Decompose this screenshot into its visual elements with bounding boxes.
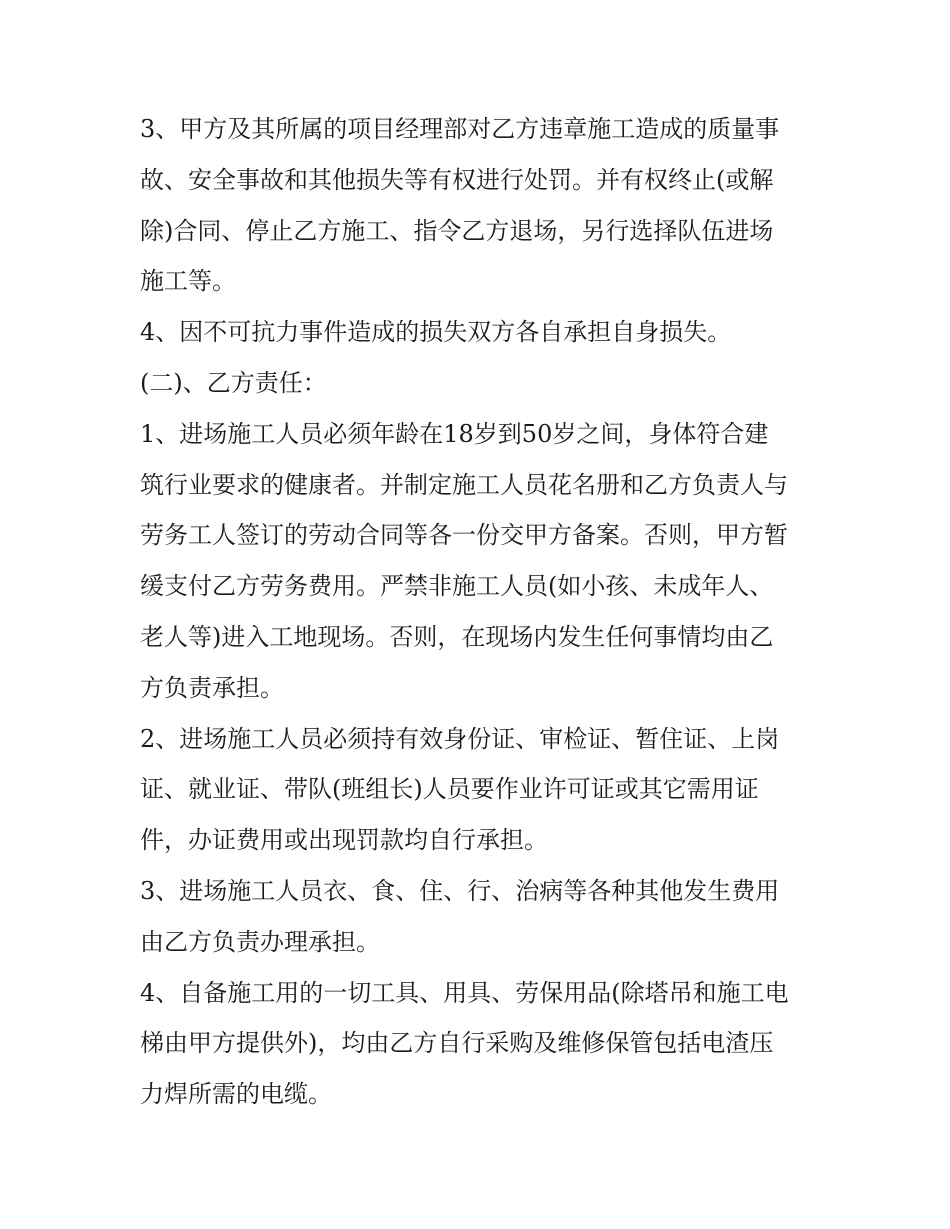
text-line: 梯由甲方提供外)，均由乙方自行采购及维修保管包括电渣压 xyxy=(140,1029,774,1058)
text-line: 1、进场施工人员必须年龄在18岁到50岁之间，身体符合建 xyxy=(140,419,769,448)
text-line: 力焊所需的电缆。 xyxy=(140,1080,332,1109)
text-line: 3、甲方及其所属的项目经理部对乙方违章施工造成的质量事 xyxy=(140,115,780,143)
text-line: 筑行业要求的健康者。并制定施工人员花名册和乙方负责人与 xyxy=(140,470,788,499)
text-line: 件，办证费用或出现罚款均自行承担。 xyxy=(140,826,548,855)
text-line: 4、因不可抗力事件造成的损失双方各自承担自身损失。 xyxy=(140,318,732,347)
text-line: 除)合同、停止乙方施工、指令乙方退场，另行选择队伍进场 xyxy=(140,216,774,245)
text-line: 2、进场施工人员必须持有效身份证、审检证、暂住证、上岗 xyxy=(140,724,780,753)
text-line: 3、进场施工人员衣、食、住、行、治病等各种其他发生费用 xyxy=(140,876,780,905)
text-line: 证、就业证、带队(班组长)人员要作业许可证或其它需用证 xyxy=(140,775,759,804)
document-page xyxy=(140,104,820,1120)
text-line: 劳务工人签订的劳动合同等各一份交甲方备案。否则，甲方暂 xyxy=(140,521,788,550)
section-heading: (二)、乙方责任： xyxy=(140,368,327,397)
text-line: 故、安全事故和其他损失等有权进行处罚。并有权终止(或解 xyxy=(140,165,774,194)
text-line: 由乙方负责办理承担。 xyxy=(140,927,380,956)
text-line: 施工等。 xyxy=(140,267,236,296)
text-line: 4、自备施工用的一切工具、用具、劳保用品(除塔吊和施工电 xyxy=(140,978,789,1007)
text-line: 方负责承担。 xyxy=(140,673,284,702)
text-line: 缓支付乙方劳务费用。严禁非施工人员(如小孩、未成年人、 xyxy=(140,572,774,601)
text-line: 老人等)进入工地现场。否则，在现场内发生任何事情均由乙 xyxy=(140,622,774,651)
